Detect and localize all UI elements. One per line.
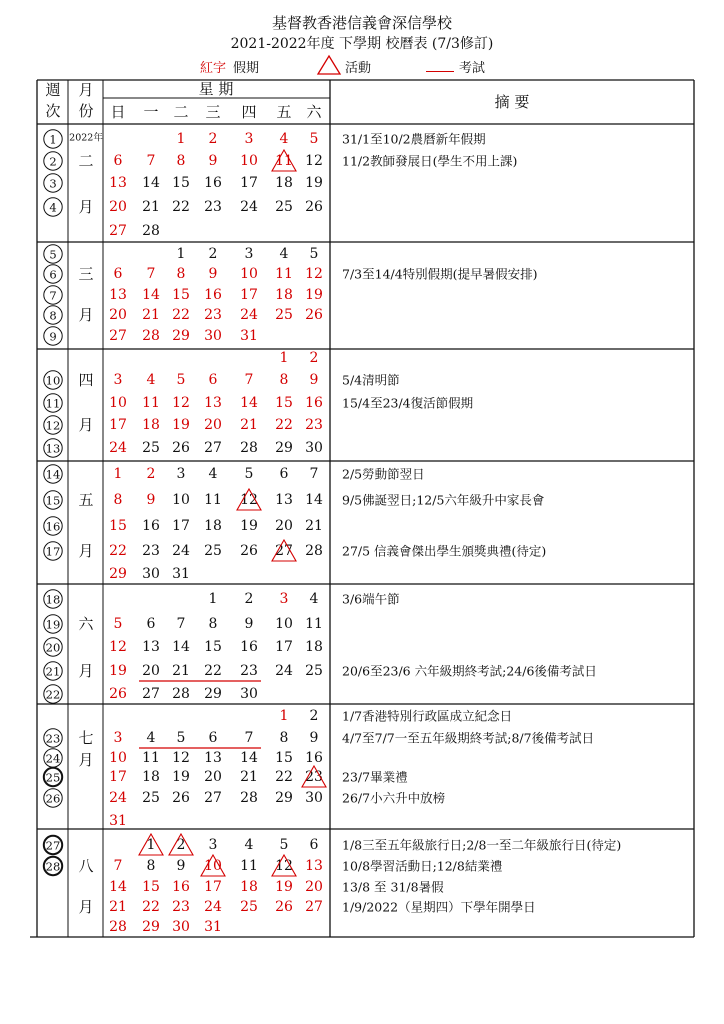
- day-cell: 25: [275, 199, 293, 215]
- day-cell: 30: [305, 790, 323, 806]
- day-cell: 24: [240, 307, 258, 323]
- day-cell: 31: [240, 328, 258, 344]
- week-number: 24: [45, 751, 61, 766]
- day-cell: 13: [305, 858, 323, 874]
- day-cell: 13: [204, 395, 222, 411]
- day-cell: 5: [176, 730, 186, 746]
- day-cell: 5: [309, 246, 319, 262]
- week-number: 17: [45, 544, 61, 559]
- week-number: 13: [45, 441, 61, 456]
- week-number: 15: [45, 493, 61, 508]
- day-cell: 22: [172, 199, 190, 215]
- day-cell: 30: [172, 919, 190, 935]
- week-number: 4: [49, 200, 57, 215]
- day-cell: 4: [309, 591, 319, 607]
- day-cell: 29: [204, 686, 222, 702]
- day-cell: 22: [109, 543, 127, 559]
- weekday-header-2: 二: [173, 103, 189, 121]
- month-label-suffix: 月: [78, 662, 94, 680]
- day-cell: 11: [275, 266, 293, 282]
- day-cell: 15: [109, 518, 127, 534]
- day-cell: 28: [240, 440, 258, 456]
- day-cell: 27: [305, 899, 323, 915]
- day-cell: 13: [109, 287, 127, 303]
- day-cell: 24: [109, 790, 127, 806]
- month-label: 八: [78, 857, 94, 875]
- day-cell: 29: [109, 566, 127, 582]
- day-cell: 25: [275, 307, 293, 323]
- day-cell: 7: [176, 616, 186, 632]
- week-number: 16: [45, 519, 61, 534]
- day-cell: 15: [172, 287, 190, 303]
- day-cell: 12: [109, 639, 127, 655]
- day-cell: 8: [279, 730, 289, 746]
- day-cell: 4: [146, 372, 156, 388]
- day-cell: 6: [113, 153, 123, 169]
- month-label: 四: [78, 371, 94, 389]
- day-cell: 11: [275, 153, 293, 169]
- day-cell: 30: [142, 566, 160, 582]
- day-cell: 20: [142, 663, 160, 679]
- week-number: 22: [45, 687, 61, 702]
- summary-note: 23/7畢業禮: [342, 769, 408, 785]
- day-cell: 21: [142, 307, 160, 323]
- day-cell: 8: [113, 492, 123, 508]
- day-cell: 26: [240, 543, 258, 559]
- day-cell: 19: [172, 769, 190, 785]
- day-cell: 25: [142, 790, 160, 806]
- day-cell: 1: [279, 350, 289, 366]
- day-cell: 10: [275, 616, 293, 632]
- day-cell: 4: [244, 837, 254, 853]
- month-label-suffix: 月: [78, 416, 94, 434]
- day-cell: 29: [172, 328, 190, 344]
- day-cell: 5: [113, 616, 123, 632]
- month-label-suffix: 月: [78, 751, 94, 769]
- day-cell: 3: [279, 591, 289, 607]
- day-cell: 2: [309, 350, 319, 366]
- legend-exam-label: 考試: [459, 61, 486, 76]
- day-cell: 13: [142, 639, 160, 655]
- day-cell: 4: [279, 246, 289, 262]
- day-cell: 7: [244, 730, 254, 746]
- day-cell: 24: [172, 543, 190, 559]
- day-cell: 23: [204, 307, 222, 323]
- weekday-header-4: 四: [241, 103, 257, 121]
- day-cell: 10: [240, 153, 258, 169]
- day-cell: 26: [172, 790, 190, 806]
- day-cell: 10: [109, 395, 127, 411]
- day-cell: 9: [208, 266, 218, 282]
- day-cell: 2: [309, 708, 319, 724]
- month-label-suffix: 月: [78, 198, 94, 216]
- day-cell: 15: [275, 395, 293, 411]
- day-cell: 7: [146, 153, 156, 169]
- summary-note: 3/6端午節: [342, 591, 400, 607]
- day-cell: 22: [275, 769, 293, 785]
- day-cell: 9: [146, 492, 156, 508]
- day-cell: 2: [176, 837, 186, 853]
- week-number: 20: [45, 640, 61, 655]
- day-cell: 23: [142, 543, 160, 559]
- day-cell: 16: [172, 879, 190, 895]
- day-cell: 16: [305, 750, 323, 766]
- day-cell: 18: [240, 879, 258, 895]
- weekday-title: 星 期: [198, 80, 234, 98]
- day-cell: 3: [244, 131, 254, 147]
- day-cell: 8: [146, 858, 156, 874]
- day-cell: 20: [109, 199, 127, 215]
- week-number: 2: [49, 154, 57, 169]
- week-number: 7: [49, 288, 57, 303]
- summary-note: 27/5 信義會傑出學生頒獎典禮(待定): [342, 543, 547, 559]
- day-cell: 12: [305, 266, 323, 282]
- day-cell: 23: [305, 769, 323, 785]
- day-cell: 23: [305, 417, 323, 433]
- month-label: 七: [78, 729, 94, 747]
- day-cell: 20: [204, 769, 222, 785]
- day-cell: 22: [172, 307, 190, 323]
- day-cell: 18: [305, 639, 323, 655]
- day-cell: 27: [204, 440, 222, 456]
- day-cell: 15: [142, 879, 160, 895]
- summary-note: 31/1至10/2農曆新年假期: [342, 131, 486, 147]
- day-cell: 21: [142, 199, 160, 215]
- day-cell: 25: [142, 440, 160, 456]
- day-cell: 24: [204, 899, 222, 915]
- day-cell: 1: [146, 837, 156, 853]
- month-header-bottom: 份: [78, 102, 94, 120]
- day-cell: 17: [109, 769, 127, 785]
- day-cell: 10: [240, 266, 258, 282]
- day-cell: 30: [240, 686, 258, 702]
- day-cell: 12: [305, 153, 323, 169]
- summary-note: 1/9/2022（星期四）下學年開學日: [342, 899, 536, 915]
- summary-note: 9/5佛誕翌日;12/5六年級升中家長會: [342, 492, 545, 508]
- day-cell: 19: [240, 518, 258, 534]
- day-cell: 18: [275, 175, 293, 191]
- summary-note: 11/2教師發展日(學生不用上課): [342, 153, 518, 169]
- day-cell: 25: [240, 899, 258, 915]
- weekday-header-6: 六: [306, 103, 322, 121]
- week-number: 21: [45, 664, 61, 679]
- day-cell: 27: [109, 328, 127, 344]
- day-cell: 20: [109, 307, 127, 323]
- weekday-header-5: 五: [276, 103, 292, 121]
- day-cell: 19: [172, 417, 190, 433]
- week-number: 11: [45, 396, 61, 411]
- day-cell: 4: [208, 466, 218, 482]
- day-cell: 30: [305, 440, 323, 456]
- day-cell: 16: [240, 639, 258, 655]
- day-cell: 11: [204, 492, 222, 508]
- day-cell: 9: [309, 372, 319, 388]
- day-cell: 1: [176, 131, 186, 147]
- day-cell: 19: [109, 663, 127, 679]
- day-cell: 31: [204, 919, 222, 935]
- day-cell: 26: [275, 899, 293, 915]
- day-cell: 13: [109, 175, 127, 191]
- summary-note: 15/4至23/4復活節假期: [342, 395, 474, 411]
- day-cell: 22: [142, 899, 160, 915]
- summary-note: 10/8學習活動日;12/8結業禮: [342, 858, 503, 874]
- week-number: 26: [45, 791, 61, 806]
- day-cell: 21: [172, 663, 190, 679]
- legend-holiday-label: 假期: [233, 61, 260, 76]
- weekday-header-1: 一: [143, 103, 159, 121]
- day-cell: 2: [208, 131, 218, 147]
- legend-activity-label: 活動: [345, 61, 372, 76]
- day-cell: 17: [204, 879, 222, 895]
- day-cell: 2: [146, 466, 156, 482]
- day-cell: 4: [146, 730, 156, 746]
- day-cell: 20: [204, 417, 222, 433]
- day-cell: 3: [208, 837, 218, 853]
- day-cell: 16: [142, 518, 160, 534]
- day-cell: 23: [240, 663, 258, 679]
- day-cell: 14: [142, 287, 160, 303]
- day-cell: 8: [176, 153, 186, 169]
- day-cell: 2: [208, 246, 218, 262]
- weekday-header-3: 三: [205, 103, 221, 121]
- summary-note: 13/8 至 31/8暑假: [342, 879, 444, 895]
- day-cell: 19: [275, 879, 293, 895]
- day-cell: 6: [113, 266, 123, 282]
- week-number: 9: [49, 329, 57, 344]
- day-cell: 27: [275, 543, 293, 559]
- day-cell: 12: [172, 750, 190, 766]
- day-cell: 13: [204, 750, 222, 766]
- day-cell: 22: [204, 663, 222, 679]
- summary-header: 摘 要: [494, 93, 530, 111]
- day-cell: 7: [113, 858, 123, 874]
- day-cell: 20: [305, 879, 323, 895]
- day-cell: 21: [109, 899, 127, 915]
- summary-note: 7/3至14/4特別假期(提早暑假安排): [342, 266, 538, 282]
- day-cell: 28: [142, 328, 160, 344]
- week-number: 6: [49, 267, 57, 282]
- day-cell: 5: [176, 372, 186, 388]
- week-number: 8: [49, 308, 57, 323]
- summary-note: 1/8三至五年級旅行日;2/8一至二年級旅行日(待定): [342, 837, 622, 853]
- week-number: 27: [45, 838, 61, 853]
- day-cell: 1: [279, 708, 289, 724]
- day-cell: 27: [204, 790, 222, 806]
- day-cell: 18: [275, 287, 293, 303]
- day-cell: 14: [305, 492, 323, 508]
- day-cell: 20: [275, 518, 293, 534]
- day-cell: 6: [146, 616, 156, 632]
- day-cell: 28: [305, 543, 323, 559]
- weekday-header-0: 日: [110, 103, 126, 121]
- day-cell: 21: [240, 769, 258, 785]
- day-cell: 29: [275, 440, 293, 456]
- school-name: 基督教香港信義會深信學校: [271, 14, 452, 32]
- day-cell: 14: [109, 879, 127, 895]
- day-cell: 14: [240, 395, 258, 411]
- day-cell: 3: [113, 372, 123, 388]
- day-cell: 8: [279, 372, 289, 388]
- day-cell: 6: [309, 837, 319, 853]
- month-label-suffix: 月: [78, 306, 94, 324]
- day-cell: 3: [244, 246, 254, 262]
- week-number: 25: [45, 770, 61, 785]
- day-cell: 24: [275, 663, 293, 679]
- day-cell: 1: [208, 591, 218, 607]
- week-header-top: 週: [45, 81, 61, 99]
- day-cell: 19: [305, 175, 323, 191]
- day-cell: 11: [305, 616, 323, 632]
- day-cell: 14: [240, 750, 258, 766]
- week-number: 14: [45, 467, 61, 482]
- year-label: 2022年: [69, 132, 103, 144]
- week-number: 12: [45, 418, 61, 433]
- day-cell: 16: [305, 395, 323, 411]
- day-cell: 10: [172, 492, 190, 508]
- day-cell: 11: [240, 858, 258, 874]
- day-cell: 18: [142, 769, 160, 785]
- day-cell: 1: [176, 246, 186, 262]
- day-cell: 9: [309, 730, 319, 746]
- week-number: 1: [49, 132, 57, 147]
- day-cell: 18: [142, 417, 160, 433]
- day-cell: 11: [142, 395, 160, 411]
- calendar-subtitle: 2021-2022年度 下學期 校曆表 (7/3修訂): [230, 36, 494, 52]
- day-cell: 26: [305, 307, 323, 323]
- day-cell: 4: [279, 131, 289, 147]
- day-cell: 31: [172, 566, 190, 582]
- month-label: 三: [78, 265, 94, 283]
- day-cell: 3: [113, 730, 123, 746]
- day-cell: 17: [275, 639, 293, 655]
- month-label: 六: [78, 615, 94, 633]
- day-cell: 8: [176, 266, 186, 282]
- week-number: 18: [45, 592, 61, 607]
- day-cell: 23: [172, 899, 190, 915]
- day-cell: 15: [204, 639, 222, 655]
- day-cell: 10: [204, 858, 222, 874]
- week-number: 19: [45, 617, 61, 632]
- day-cell: 13: [275, 492, 293, 508]
- day-cell: 5: [244, 466, 254, 482]
- day-cell: 31: [109, 813, 127, 829]
- day-cell: 1: [113, 466, 123, 482]
- day-cell: 17: [240, 287, 258, 303]
- day-cell: 8: [208, 616, 218, 632]
- day-cell: 26: [172, 440, 190, 456]
- summary-note: 26/7小六升中放榜: [342, 790, 446, 806]
- day-cell: 17: [240, 175, 258, 191]
- day-cell: 27: [142, 686, 160, 702]
- day-cell: 29: [142, 919, 160, 935]
- summary-note: 4/7至7/7一至五年級期終考試;8/7後備考試日: [342, 730, 595, 746]
- day-cell: 9: [244, 616, 254, 632]
- day-cell: 12: [240, 492, 258, 508]
- day-cell: 7: [146, 266, 156, 282]
- month-label-suffix: 月: [78, 898, 94, 916]
- day-cell: 29: [275, 790, 293, 806]
- day-cell: 12: [275, 858, 293, 874]
- day-cell: 26: [305, 199, 323, 215]
- month-label-suffix: 月: [78, 542, 94, 560]
- summary-note: 1/7香港特別行政區成立紀念日: [342, 708, 513, 724]
- week-number: 28: [45, 859, 61, 874]
- day-cell: 26: [109, 686, 127, 702]
- day-cell: 6: [279, 466, 289, 482]
- day-cell: 6: [208, 372, 218, 388]
- day-cell: 11: [142, 750, 160, 766]
- day-cell: 7: [244, 372, 254, 388]
- day-cell: 6: [208, 730, 218, 746]
- day-cell: 22: [275, 417, 293, 433]
- day-cell: 2: [244, 591, 254, 607]
- week-number: 10: [45, 373, 61, 388]
- day-cell: 14: [172, 639, 190, 655]
- day-cell: 16: [204, 287, 222, 303]
- week-number: 3: [49, 176, 57, 191]
- month-label: 二: [78, 152, 94, 170]
- month-label: 五: [78, 491, 94, 509]
- week-number: 5: [49, 247, 57, 262]
- day-cell: 19: [305, 287, 323, 303]
- day-cell: 10: [109, 750, 127, 766]
- day-cell: 15: [172, 175, 190, 191]
- month-header-top: 月: [78, 81, 94, 99]
- legend-red-text-sample: 紅字: [200, 61, 227, 76]
- day-cell: 28: [172, 686, 190, 702]
- day-cell: 17: [109, 417, 127, 433]
- day-cell: 16: [204, 175, 222, 191]
- day-cell: 25: [305, 663, 323, 679]
- day-cell: 23: [204, 199, 222, 215]
- summary-note: 20/6至23/6 六年級期終考試;24/6後備考試日: [342, 663, 597, 679]
- day-cell: 27: [109, 223, 127, 239]
- day-cell: 25: [204, 543, 222, 559]
- summary-note: 5/4清明節: [342, 372, 400, 388]
- summary-note: 2/5勞動節翌日: [342, 466, 425, 482]
- week-number: 23: [45, 731, 61, 746]
- day-cell: 15: [275, 750, 293, 766]
- day-cell: 18: [204, 518, 222, 534]
- day-cell: 5: [309, 131, 319, 147]
- day-cell: 24: [240, 199, 258, 215]
- day-cell: 9: [208, 153, 218, 169]
- day-cell: 28: [142, 223, 160, 239]
- day-cell: 30: [204, 328, 222, 344]
- day-cell: 21: [240, 417, 258, 433]
- day-cell: 28: [240, 790, 258, 806]
- day-cell: 3: [176, 466, 186, 482]
- day-cell: 7: [309, 466, 319, 482]
- day-cell: 17: [172, 518, 190, 534]
- day-cell: 24: [109, 440, 127, 456]
- day-cell: 12: [172, 395, 190, 411]
- day-cell: 21: [305, 518, 323, 534]
- day-cell: 28: [109, 919, 127, 935]
- day-cell: 14: [142, 175, 160, 191]
- week-header-bottom: 次: [45, 102, 61, 120]
- day-cell: 9: [176, 858, 186, 874]
- day-cell: 5: [279, 837, 289, 853]
